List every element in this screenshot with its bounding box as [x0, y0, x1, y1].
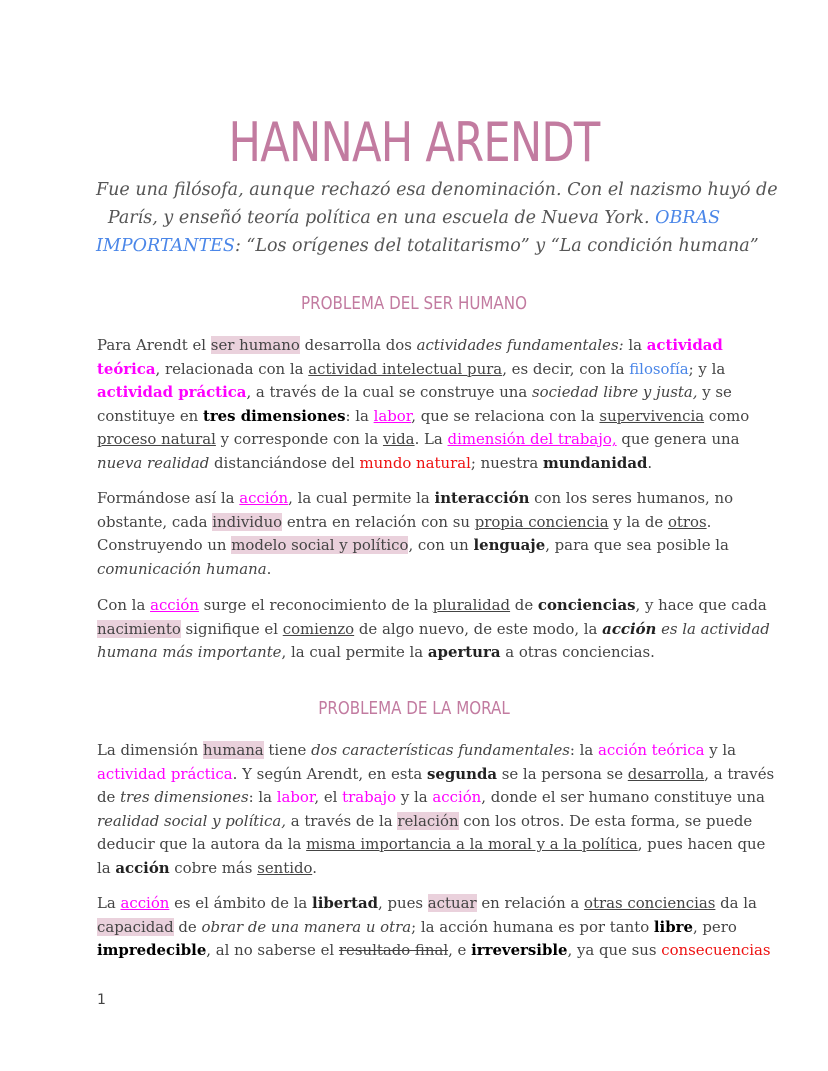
underlined-text: sentido — [257, 858, 313, 877]
document-title: HANNAH ARENDT — [228, 111, 600, 174]
strikethrough-text: resultado final — [338, 941, 449, 959]
text: ; y la — [688, 359, 726, 378]
italic-text: obrar de una manera u otra — [201, 917, 412, 936]
text: , a través — [704, 764, 775, 783]
text: la — [97, 858, 116, 877]
highlight: relación — [397, 811, 459, 830]
magenta-text: actividad práctica — [97, 764, 233, 783]
text: . Y según Arendt, en esta — [232, 764, 428, 783]
text: , la cual permite la — [288, 489, 435, 507]
italic-text: es la actividad — [656, 619, 770, 638]
italic-text: tres dimensiones — [120, 788, 249, 806]
section-heading-ser-humano: PROBLEMA DEL SER HUMANO — [300, 293, 527, 314]
italic-text: dos características fundamentales — [311, 741, 570, 759]
highlight: ser humano — [210, 336, 300, 354]
underlined-text: vida — [382, 430, 415, 448]
text: , el — [314, 788, 343, 806]
text: . La — [414, 430, 448, 448]
text: , para que sea posible la — [545, 536, 729, 554]
text: de — [97, 788, 121, 806]
text: , con un — [408, 536, 474, 554]
highlight: nacimiento — [97, 619, 181, 638]
highlight: capacidad — [97, 917, 174, 936]
text: . — [266, 559, 272, 578]
bold-text: apertura — [427, 643, 501, 661]
text: , es decir, con la — [502, 359, 630, 378]
text: de — [510, 596, 538, 614]
italic-text: realidad social y política, — [97, 811, 286, 830]
text-line — [97, 739, 737, 763]
magenta-bold: actividad — [646, 336, 723, 354]
magenta-bold: actividad práctica — [97, 383, 247, 401]
magenta-text: acción teórica — [598, 741, 705, 759]
text: de algo nuevo, de este modo, la — [354, 619, 603, 638]
text-line — [97, 452, 737, 476]
text: obstante, cada — [97, 512, 213, 531]
bold-text: lenguaje — [473, 536, 546, 554]
text: . — [706, 512, 712, 531]
text-line — [97, 405, 750, 429]
text: en relación a — [476, 894, 585, 912]
text: la — [623, 336, 647, 354]
bold-italic-text: acción — [602, 619, 657, 638]
text: , la cual permite la — [281, 643, 428, 661]
section-heading-moral: PROBLEMA DE LA MORAL — [318, 698, 510, 719]
text-line — [97, 428, 740, 452]
bold-text: mundanidad — [542, 453, 648, 472]
subtitle-line: Fue una filósofa, aunque rechazó esa denominación. Con el nazismo huyó de — [96, 180, 778, 200]
text: La dimensión — [97, 741, 204, 759]
italic-text: sociedad libre y justa, — [532, 383, 698, 401]
text: , ya que sus — [567, 941, 662, 959]
text-line — [97, 334, 737, 358]
text-line — [97, 534, 737, 558]
text: La — [97, 894, 121, 912]
highlight: individuo — [212, 512, 283, 531]
text: Con la — [97, 596, 151, 614]
text: , donde el ser humano constituye una — [481, 788, 765, 806]
italic-text: nueva realidad — [97, 453, 210, 472]
bold-text: libertad — [312, 894, 379, 912]
text: , pues — [378, 894, 428, 912]
text-line — [97, 381, 737, 405]
subtitle-text: París, y enseñó teoría política en una escuela de Nueva York. — [107, 208, 650, 228]
text: que genera una — [616, 430, 740, 448]
underlined-text: pluralidad — [432, 596, 511, 614]
document-subtitle — [96, 176, 778, 260]
bold-text: tres dimensiones — [202, 406, 346, 425]
paragraph — [97, 487, 737, 581]
underlined-text: otras conciencias — [584, 894, 716, 912]
subtitle-line — [96, 232, 759, 260]
text-line — [97, 786, 765, 810]
blue-text: filosofía — [629, 359, 689, 378]
text: Construyendo un — [97, 536, 232, 554]
text: con los otros. De esta forma, se puede — [458, 811, 753, 830]
bold-text: segunda — [427, 764, 498, 783]
italic-text: actividades fundamentales: — [416, 336, 624, 354]
magenta-text: trabajo — [342, 788, 397, 806]
text: y se — [697, 383, 732, 401]
text-line — [97, 916, 737, 940]
text: ; la acción humana es por tanto — [411, 917, 654, 936]
magenta-bold: teórica — [97, 359, 156, 378]
underlined-text: actividad intelectual pura — [308, 359, 503, 378]
text: , y hace que cada — [635, 596, 767, 614]
text: tiene — [263, 741, 312, 759]
text: : la — [345, 406, 374, 425]
magenta-underlined: acción — [120, 894, 170, 912]
magenta-text: labor — [276, 788, 315, 806]
text-line — [97, 358, 737, 382]
text: y la — [396, 788, 433, 806]
bold-text: irreversible — [471, 941, 568, 959]
highlight: humana — [203, 741, 264, 759]
underlined-text: desarrolla — [627, 764, 705, 783]
text: de — [173, 917, 202, 936]
text-line — [97, 833, 766, 857]
magenta-text: acción — [432, 788, 482, 806]
text: y la — [704, 741, 737, 759]
text-line — [97, 857, 737, 881]
text-line — [97, 487, 737, 511]
text: entra en relación con su — [282, 512, 475, 531]
text: Para Arendt el — [97, 336, 211, 354]
text: se la persona se — [497, 764, 628, 783]
magenta-underlined: dimensión del trabajo, — [447, 430, 617, 448]
text-line — [97, 511, 737, 535]
text-line — [97, 558, 737, 582]
text: : la — [569, 741, 599, 759]
text-line — [97, 939, 771, 963]
text: cobre más — [169, 858, 258, 877]
text-line — [97, 641, 737, 665]
text: con los seres humanos, no — [529, 489, 734, 507]
bold-text: interacción — [434, 489, 530, 507]
underlined-text: propia conciencia — [474, 512, 609, 531]
paragraph — [97, 594, 770, 665]
italic-text: comunicación humana — [97, 559, 267, 578]
text: distanciándose del — [209, 453, 360, 472]
italic-text: humana más importante — [97, 643, 282, 661]
text: Formándose así la — [97, 489, 240, 507]
red-text: mundo natural — [359, 453, 471, 472]
text: , pero — [692, 917, 737, 936]
text: signifique el — [180, 619, 283, 638]
text: surge el reconocimiento de la — [198, 596, 433, 614]
text: . — [647, 453, 653, 472]
text: , e — [448, 941, 472, 959]
red-text: consecuencias — [661, 941, 771, 959]
text: , relacionada con la — [155, 359, 309, 378]
text: : la — [248, 788, 277, 806]
subtitle-importantes: IMPORTANTES — [96, 236, 235, 256]
text: , a través de la cual se construye una — [246, 383, 533, 401]
text: , pues hacen que — [637, 835, 766, 853]
magenta-underlined: acción — [150, 596, 199, 614]
text-line — [97, 810, 753, 834]
page-number: 1 — [97, 992, 106, 1008]
underlined-text: misma importancia a la moral y a la política — [306, 835, 638, 853]
subtitle-line — [96, 204, 732, 232]
bold-text: impredecible — [97, 941, 207, 959]
text: desarrolla dos — [299, 336, 417, 354]
bold-text: conciencias — [537, 596, 636, 614]
highlight: actuar — [427, 894, 477, 912]
text: , al no saberse el — [206, 941, 339, 959]
magenta-underlined: labor — [373, 406, 412, 425]
text: da la — [715, 894, 757, 912]
text-line — [97, 892, 757, 916]
text: constituye en — [97, 406, 203, 425]
text: a través de la — [285, 811, 398, 830]
text-line — [97, 763, 775, 787]
underlined-text: supervivencia — [599, 406, 705, 425]
text-line — [97, 594, 767, 618]
text: como — [704, 406, 750, 425]
highlight: modelo social y político — [231, 536, 409, 554]
underlined-text: proceso natural — [97, 430, 216, 448]
magenta-underlined: acción — [239, 489, 289, 507]
subtitle-text: : “Los orígenes del totalitarismo” y “La condición humana” — [234, 236, 759, 256]
text: deducir que la autora da la — [97, 835, 307, 853]
underlined-text: otros — [667, 512, 707, 531]
text: es el ámbito de la — [169, 894, 313, 912]
bold-text: libre — [653, 917, 693, 936]
text-line — [97, 618, 770, 642]
text: y la de — [608, 512, 668, 531]
text: a otras conciencias. — [500, 643, 655, 661]
underlined-text: comienzo — [282, 619, 355, 638]
paragraph — [97, 892, 771, 963]
text: . — [312, 858, 317, 877]
paragraph — [97, 334, 750, 475]
subtitle-obras: OBRAS — [655, 208, 721, 228]
bold-text: acción — [115, 858, 170, 877]
text: y corresponde con la — [215, 430, 383, 448]
text: , que se relaciona con la — [411, 406, 600, 425]
text: ; nuestra — [470, 453, 543, 472]
paragraph — [97, 739, 775, 880]
